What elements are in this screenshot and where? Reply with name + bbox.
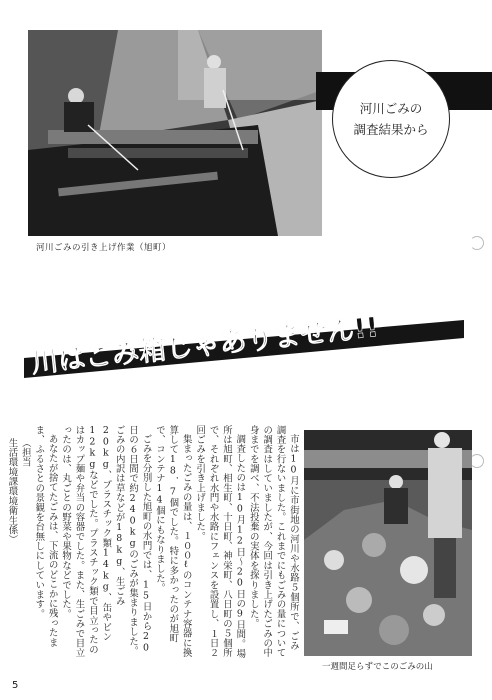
article-paragraph: あなたが捨てたごみは、下流のどこかに残ったまま、ふるさとの景観を台無しにしています。 <box>33 425 58 648</box>
article-sign-contact: （担当 <box>19 438 31 468</box>
feature-label-line2: 調査結果から <box>353 122 429 137</box>
feature-label <box>332 60 450 178</box>
headline-banner <box>24 292 464 382</box>
photo-garbage-pile <box>304 430 472 656</box>
binder-hole-top <box>470 236 484 250</box>
feature-label-line1: 河川ごみの <box>359 100 423 116</box>
page-number: 5 <box>12 680 19 691</box>
binder-hole-bottom <box>470 454 484 468</box>
photo-bottom-caption: 一週間足らずでこのごみの山 <box>322 662 433 672</box>
headline: 川はごみ箱じゃありません!! <box>30 311 380 380</box>
article-body <box>6 425 300 660</box>
article-sign-department: 生活環境課環境衛生係） <box>6 438 18 545</box>
article-paragraph: ごみを分別した旭町の水門では、15日から20日の６日間で約240kgのごみが集まりました。ごみの内訳は草などが18kg、生ごみ20kg、プラスチック類14kg、缶やビン12kgなどでした。プラスチック類で目立ったのはカップ麺や弁当の容器でした。また、生ごみで目立ったのは、丸ごとの野菜や果物などでした。 <box>60 425 152 658</box>
photo-top-caption: 河川ごみの引き上げ作業（旭町） <box>36 243 172 253</box>
article-paragraph: 集まったごみの量は、１００ℓのコンテナ容器に換算して18．7個でした。特に多かったのが旭町で、コンテナ14個にもなりました。 <box>153 425 192 658</box>
article-paragraph: 調査したのは10月12日〜20日の9日間。場所は旭町、相生町、十日町、神栄町、八日町の５個所で、それぞれ水門や水路にフェンスを設置し、１日２回ごみを引き上げました。 <box>194 425 246 659</box>
photo-river-cleanup <box>28 30 322 236</box>
article-paragraph: 市は10月に市街地の河川や水路５個所で、ごみ調査を行ないました。これまでにもごみの量についての調査はしていましたが、今回は引き上げたごみの中身までを調べ、不法投棄の実体を探りました。 <box>247 425 299 658</box>
